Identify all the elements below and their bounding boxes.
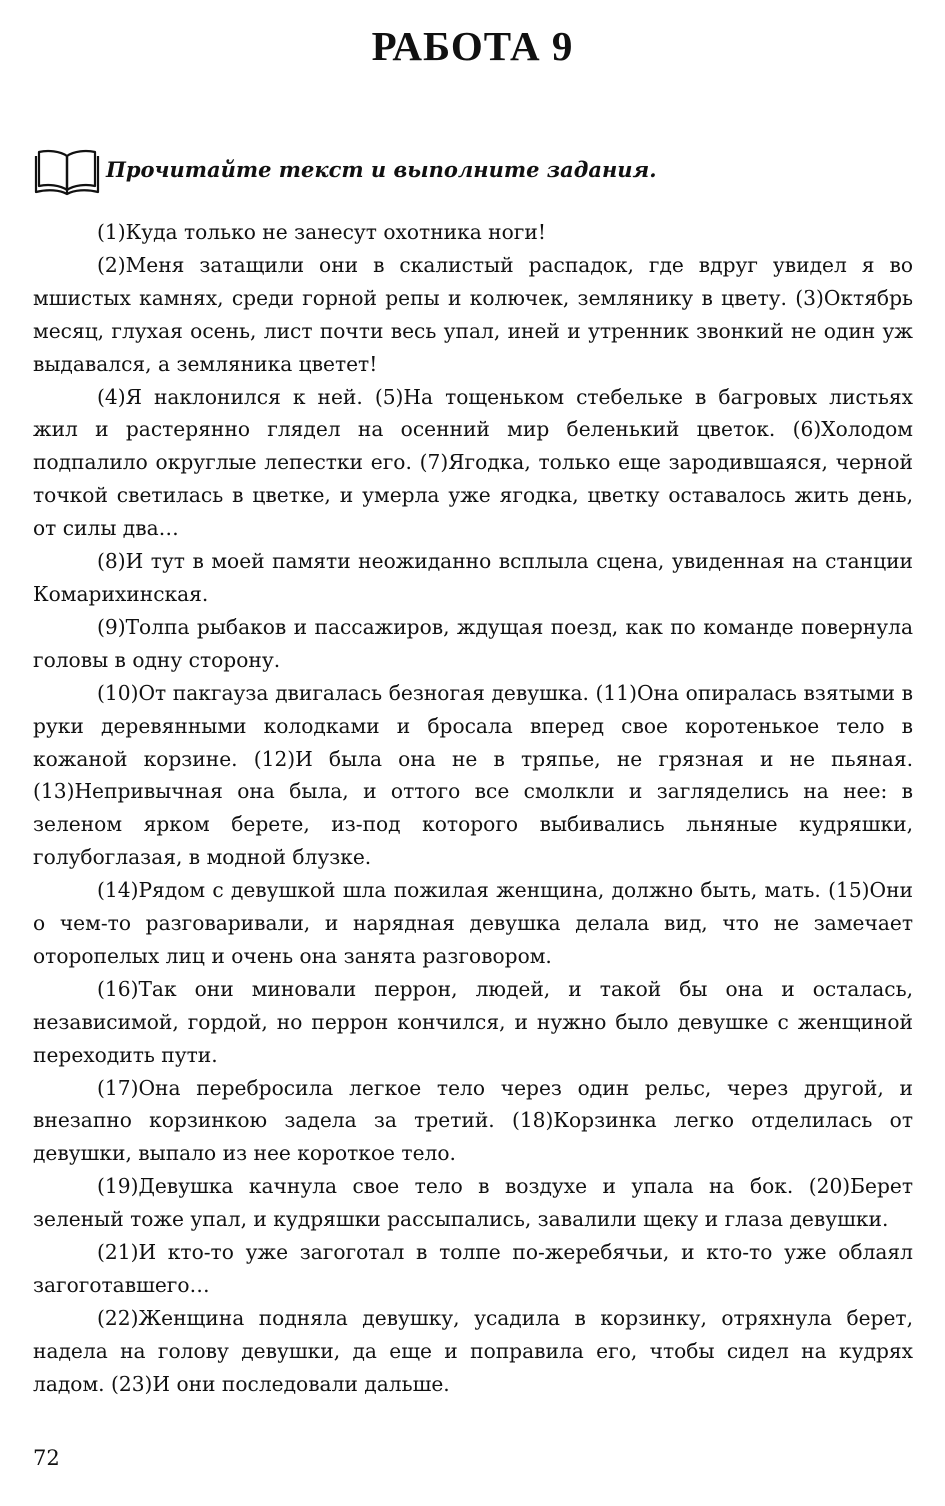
paragraph: (14)Рядом с девушкой шла пожилая женщина, должно быть, мать. (15)Они о чем-то разговаривали, и нарядная девушка делала вид, что не замечает оторопелых лиц и очень она занята разговором. (33, 878, 913, 968)
paragraph: (8)И тут в моей памяти неожиданно всплыла сцена, увиденная на станции Комарихинская. (33, 549, 913, 606)
page-number: 72 (33, 1446, 60, 1470)
open-book-icon (34, 146, 100, 196)
paragraph: (17)Она перебросила легкое тело через один рельс, через другой, и внезапно корзинкою задела за третий. (18)Корзинка легко отделилась от девушки, выпало из нее короткое тело. (33, 1075, 913, 1166)
paragraph: (4)Я наклонился к ней. (5)На тощеньком стебельке в багровых листьях жил и растерянно глядел на осенний мир беленький цветок. (6)Холодом подпалило округлые лепестки его. (7)Ягодка, только еще зародившаяся, черной точкой светилась в цветке, и умерла уже ягодка, цветку оставалось жить день, от силы два… (33, 384, 913, 541)
reading-text (33, 216, 913, 1401)
paragraph: (2)Меня затащили они в скалистый распадок, где вдруг увидел я во мшистых камнях, среди горной репы и колючек, землянику в цвету. (3)Октябрь месяц, глухая осень, лист почти весь упал, иней и утренник звонкий не один уж выдавался, а земляника цветет! (33, 252, 913, 376)
paragraph: (10)От пакгауза двигалась безногая девушка. (11)Она опиралась взятыми в руки деревянными колодками и бросала вперед свое коротенькое тело в кожаной корзине. (12)И была она не в тряпье, не грязная и не пьяная. (13)Непривычная она была, и оттого все смолкли и загляделись на нее: в зеленом ярком берете, из-под которого выбивались льняные кудряшки, голубоглазая, в модной блузке. (33, 680, 913, 870)
paragraph: (1)Куда только не занесут охотника ноги! (97, 220, 546, 244)
paragraph: (9)Толпа рыбаков и пассажиров, ждущая поезд, как по команде повернула головы в одну сторону. (33, 614, 913, 672)
paragraph: (16)Так они миновали перрон, людей, и такой бы она и осталась, независимой, гордой, но перрон кончился, и нужно было девушке с женщиной переходить пути. (33, 976, 913, 1067)
task-instruction (34, 146, 657, 196)
page-title: РАБОТА 9 (371, 23, 574, 69)
instruction-text: Прочитайте текст и выполните задания. (106, 156, 657, 182)
paragraph: (19)Девушка качнула свое тело в воздухе и упала на бок. (20)Берет зеленый тоже упал, и кудряшки рассыпались, завалили щеку и глаза девушки. (33, 1174, 913, 1232)
paragraph: (22)Женщина подняла девушку, усадила в корзинку, отряхнула берет, надела на голову девушки, да еще и поправила его, чтобы сидел на кудрях ладом. (23)И они последовали дальше. (33, 1305, 913, 1396)
paragraph: (21)И кто-то уже загоготал в толпе по-жеребячьи, и кто-то уже облаял загоготавшего… (33, 1240, 913, 1297)
